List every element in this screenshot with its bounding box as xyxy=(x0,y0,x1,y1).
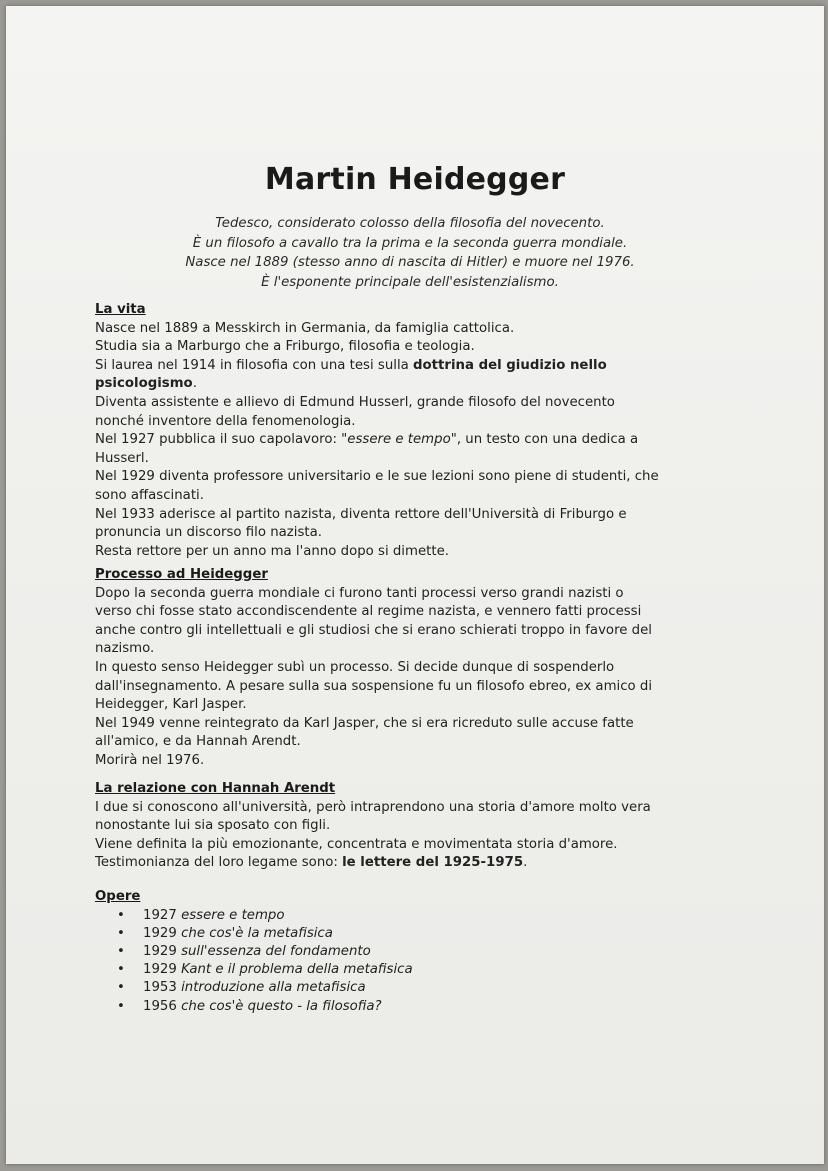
work-year: 1929 xyxy=(143,925,177,941)
paragraph-line: Morirà nel 1976. xyxy=(95,752,205,768)
work-year: 1929 xyxy=(143,944,177,959)
intro-block xyxy=(6,214,814,292)
paragraph-line: Resta rettore per un anno ma l'anno dopo si dimette. xyxy=(95,543,449,559)
document-page xyxy=(6,6,824,1164)
list-item xyxy=(117,961,735,979)
bold-text: le lettere del 1925-1975 xyxy=(342,855,524,871)
intro-line: Nasce nel 1889 (stesso anno di nascita di Hitler) e muore nel 1976. xyxy=(185,255,635,270)
paragraph-line: nazismo. xyxy=(95,641,155,657)
bold-text: psicologismo xyxy=(95,376,193,392)
paragraph-line: Nasce nel 1889 a Messkirch in Germania, da famiglia cattolica. xyxy=(95,320,515,336)
intro-line: Tedesco, considerato colosso della filosofia del novecento. xyxy=(215,216,605,231)
bullet-icon: • xyxy=(117,907,125,923)
paragraph-line: pronuncia un discorso filo nazista. xyxy=(95,525,322,541)
page-title: Martin Heidegger xyxy=(264,162,566,197)
list-item xyxy=(117,925,735,943)
italic-text: "essere e tempo" xyxy=(341,432,457,448)
paragraph-line: Viene definita la più emozionante, concentrata e movimentata storia d'amore. xyxy=(95,836,618,852)
text-span: . xyxy=(192,376,197,392)
section-arendt xyxy=(95,780,735,873)
section-heading-opere: Opere xyxy=(95,889,141,904)
paragraph-line: dall'insegnamento. A pesare sulla sua sospensione fu un filosofo ebreo, ex amico di xyxy=(95,678,653,694)
text-span: Testimonianza del loro legame sono: xyxy=(95,855,343,871)
bullet-icon: • xyxy=(117,944,125,959)
list-item xyxy=(117,998,735,1016)
bold-text: dottrina del giudizio nello xyxy=(413,357,607,373)
list-item xyxy=(117,979,735,997)
paragraph-line: Nel 1933 aderisce al partito nazista, diventa rettore dell'Università di Friburgo e xyxy=(95,506,627,522)
section-opere xyxy=(95,888,735,1016)
paragraph-line xyxy=(95,357,735,376)
work-title: essere e tempo xyxy=(181,907,285,923)
intro-line: È l'esponente principale dell'esistenzialismo. xyxy=(261,274,559,290)
work-title: che cos'è questo - la filosofia? xyxy=(181,998,382,1014)
bullet-icon: • xyxy=(117,980,125,996)
text-span: Si laurea nel 1914 in filosofia con una tesi sulla xyxy=(95,357,414,373)
work-title: Kant e il problema della metafisica xyxy=(181,962,413,978)
paragraph-line: anche contro gli intellettuali e gli studiosi che si erano schierati troppo in favore del xyxy=(95,622,652,638)
paragraph-line: Heidegger, Karl Jasper. xyxy=(95,697,247,713)
paragraph-line: Nel 1949 venne reintegrato da Karl Jasper, che si era ricreduto sulle accuse fatte xyxy=(95,715,634,731)
paragraph-line: Dopo la seconda guerra mondiale ci furono tanti processi verso grandi nazisti o xyxy=(95,585,624,601)
work-year: 1956 xyxy=(143,998,177,1014)
paragraph-line: Diventa assistente e allievo di Edmund Husserl, grande filosofo del novecento xyxy=(95,394,615,410)
paragraph-line: Nel 1929 diventa professore universitario e le sue lezioni sono piene di studenti, che xyxy=(95,469,659,485)
paragraph-line xyxy=(95,375,735,394)
bullet-icon: • xyxy=(117,998,125,1014)
paragraph-line: In questo senso Heidegger subì un processo. Si decide dunque di sospenderlo xyxy=(95,659,615,675)
section-heading-arendt: La relazione con Hannah Arendt xyxy=(95,781,336,796)
work-year: 1929 xyxy=(143,962,177,978)
work-title: sull'essenza del fondamento xyxy=(181,944,371,959)
intro-line: È un filosofo a cavallo tra la prima e la seconda guerra mondiale. xyxy=(192,235,628,251)
section-heading-processo: Processo ad Heidegger xyxy=(95,567,268,582)
paragraph-line: all'amico, e da Hannah Arendt. xyxy=(95,734,301,750)
section-vita xyxy=(95,301,735,561)
bullet-icon: • xyxy=(117,925,125,941)
work-title: che cos'è la metafisica xyxy=(181,925,333,941)
works-list xyxy=(95,907,735,1016)
list-item xyxy=(117,907,735,925)
paragraph-line: verso chi fosse stato accondiscendente al regime nazista, e vennero fatti processi xyxy=(95,604,642,620)
text-span: . xyxy=(523,855,528,871)
section-heading-vita: La vita xyxy=(95,302,146,317)
paragraph-line: Husserl. xyxy=(95,450,149,466)
text-span: , un testo con una dedica a xyxy=(456,432,639,448)
paragraph-line: Studia sia a Marburgo che a Friburgo, filosofia e teologia. xyxy=(95,339,475,355)
work-title: introduzione alla metafisica xyxy=(181,980,366,996)
paragraph-line: nonostante lui sia sposato con figli. xyxy=(95,818,331,834)
paragraph-line xyxy=(95,854,735,873)
paragraph-line: sono affascinati. xyxy=(95,487,204,503)
section-processo xyxy=(95,566,735,771)
work-year: 1927 xyxy=(143,907,177,923)
paragraph-line: nonché inventore della fenomenologia. xyxy=(95,413,356,429)
list-item xyxy=(117,943,735,961)
work-year: 1953 xyxy=(143,980,177,996)
paragraph-line xyxy=(95,431,735,450)
paragraph-line: I due si conoscono all'università, però intraprendono una storia d'amore molto vera xyxy=(95,799,651,815)
bullet-icon: • xyxy=(117,962,125,978)
text-span: Nel 1927 pubblica il suo capolavoro: xyxy=(95,432,342,448)
